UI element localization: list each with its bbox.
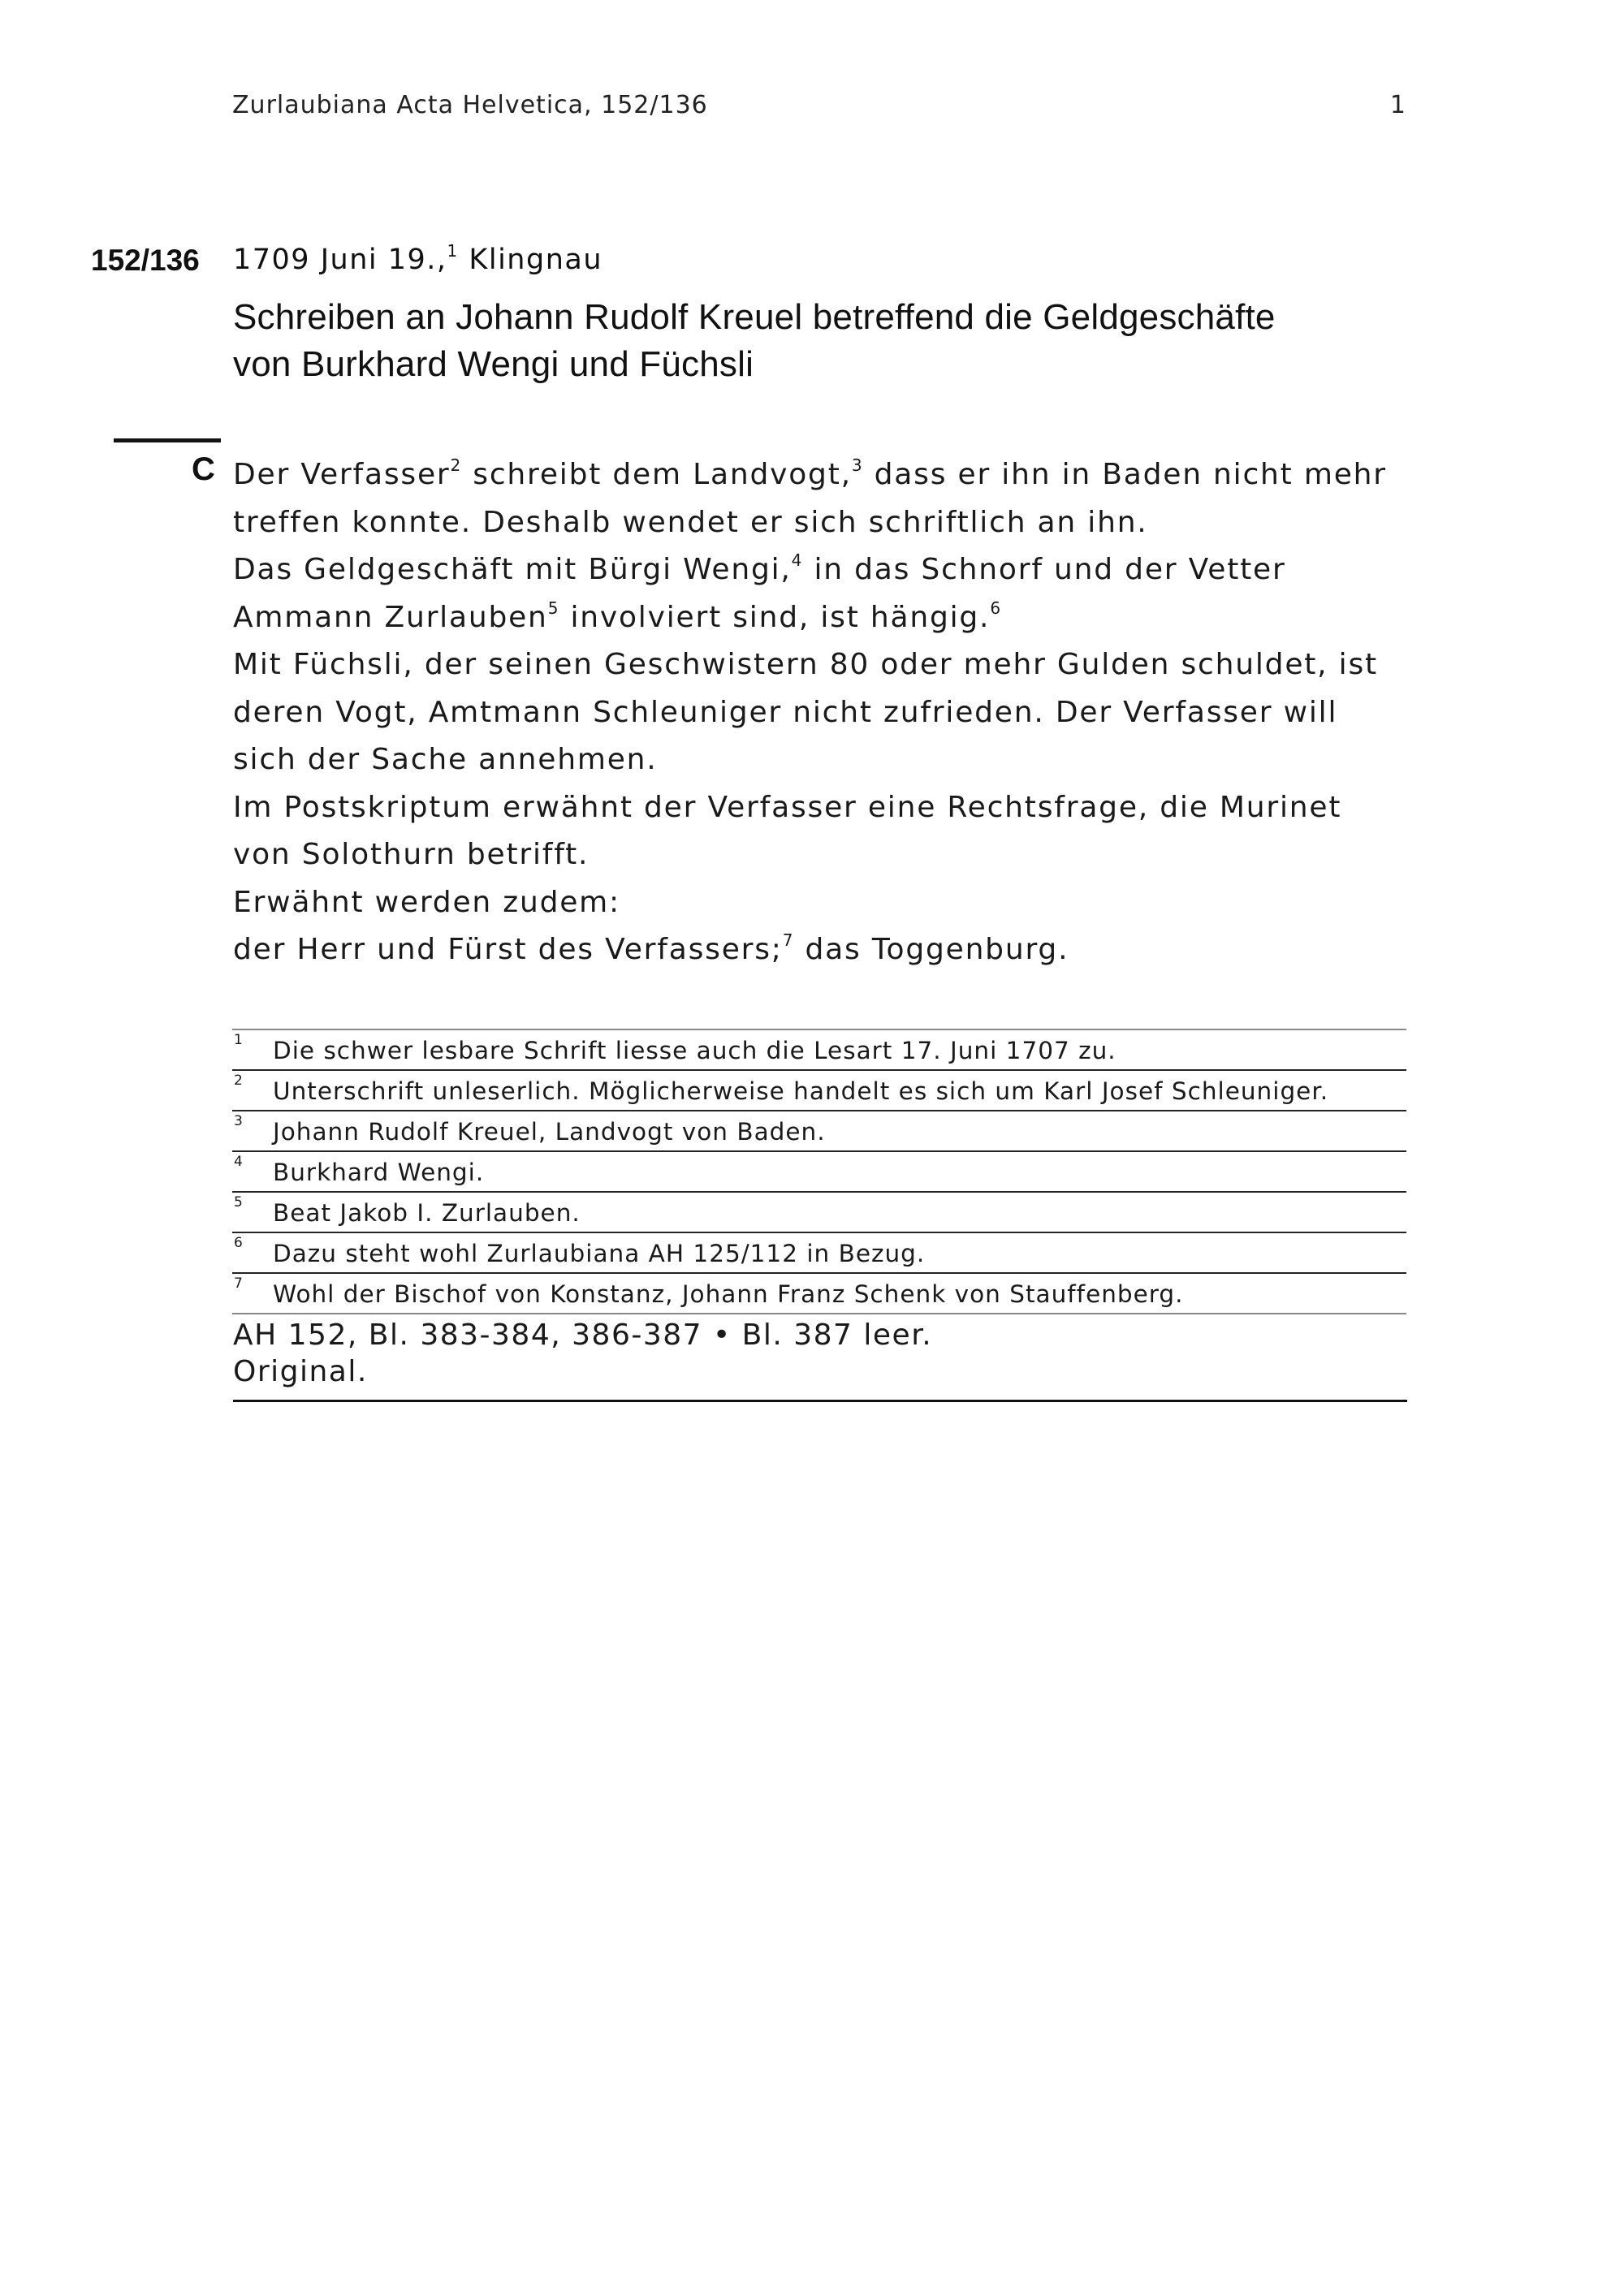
summary-paragraph: Im Postskriptum erwähnt der Verfasser eine Rechtsfrage, die Murinet von Solothurn betrifft. [233,790,1342,871]
summary-paragraph: Mit Füchsli, der seinen Geschwistern 80 oder mehr Gulden schuldet, ist deren Vogt, Amtmann Schleuniger nicht zufrieden. Der Verfasser will sich der Sache annehmen. [233,648,1378,776]
summary-paragraph [233,926,1410,974]
footnote-number: 6 [234,1235,244,1251]
document-date: 1709 Juni 19., [233,244,447,276]
footnote-text: Dazu steht wohl Zurlaubiana AH 125/112 in Bezug. [273,1240,926,1267]
source-line: AH 152, Bl. 383-384, 386-387 • Bl. 387 leer. [233,1318,933,1352]
source-reference [233,1317,1407,1402]
text-run: Das Geldgeschäft mit Bürgi Wengi, [233,553,792,586]
document-id: 152/136 [91,244,200,277]
footnote-number: 7 [234,1275,244,1292]
footnote-row [232,1193,1406,1233]
footnote-row [232,1030,1406,1071]
footnote-number: 4 [234,1154,244,1170]
text-run: involviert sind, ist hängig. [559,600,991,634]
footnote-row [232,1111,1406,1152]
footnote-number: 1 [234,1032,244,1048]
section-rule [114,438,221,442]
footnote-number: 2 [234,1072,244,1089]
title-line-2: von Burkhard Wengi und Füchsli [233,344,754,384]
footnote-text: Burkhard Wengi. [273,1159,485,1186]
text-run: schreibt dem Landvogt, [462,458,852,491]
footnote-ref[interactable]: 1 [447,241,459,261]
footnote-ref[interactable]: 7 [782,930,795,950]
footnote-number: 5 [234,1194,244,1211]
text-run: der Herr und Fürst des Verfassers; [233,933,783,966]
date-place-line [233,241,603,276]
footnote-row [232,1233,1406,1274]
running-header [232,91,1406,119]
summary-paragraph: Erwähnt werden zudem: [233,885,620,919]
document-title [233,294,1402,388]
footnote-ref[interactable]: 4 [791,550,804,570]
footnote-text: Johann Rudolf Kreuel, Landvogt von Baden. [273,1118,826,1146]
footnote-text: Beat Jakob I. Zurlauben. [273,1199,581,1227]
summary-paragraph [233,546,1410,641]
summary-paragraph [233,451,1410,546]
document-place: Klingnau [458,244,603,276]
footnote-ref[interactable]: 3 [851,455,864,475]
summary-marker: C [192,451,215,487]
footnote-ref[interactable]: 6 [990,598,1002,618]
footnotes-table [232,1029,1406,1314]
footnote-number: 3 [234,1113,244,1129]
footnote-row [232,1071,1406,1111]
footnote-ref[interactable]: 5 [547,598,560,618]
footnote-text: Unterschrift unleserlich. Möglicherweise handelt es sich um Karl Josef Schleuniger. [273,1077,1329,1105]
text-run: in das Schnorf und der Vetter Ammann Zurlauben [233,553,1286,634]
footnote-text: Wohl der Bischof von Konstanz, Johann Franz Schenk von Stauffenberg. [273,1280,1184,1308]
footnote-text: Die schwer lesbare Schrift liesse auch die Lesart 17. Juni 1707 zu. [273,1037,1116,1064]
summary-text [233,451,1410,974]
page-number: 1 [1389,91,1406,119]
footnote-ref[interactable]: 2 [450,455,463,475]
footnote-row [232,1152,1406,1193]
text-run: dass er ihn in Baden nicht mehr treffen konnte. Deshalb wendet er sich schriftlich an ihn. [233,458,1387,539]
title-line-1: Schreiben an Johann Rudolf Kreuel betreffend die Geldgeschäfte [233,297,1276,337]
text-run: das Toggenburg. [794,933,1069,966]
footnote-row [232,1274,1406,1314]
text-run: Der Verfasser [233,458,451,491]
source-line: Original. [233,1355,368,1388]
running-title: Zurlaubiana Acta Helvetica, 152/136 [232,91,708,119]
